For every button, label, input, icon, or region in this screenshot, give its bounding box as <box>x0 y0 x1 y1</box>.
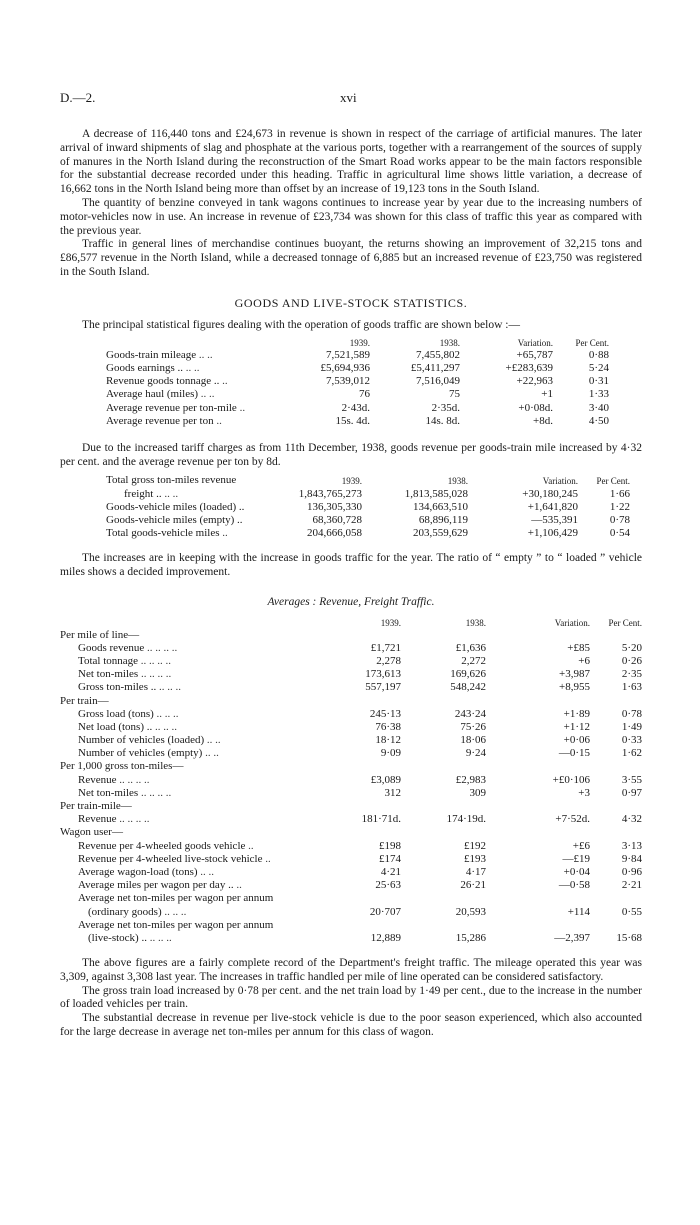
leader-dots: .. <box>222 375 228 388</box>
table-row <box>106 501 630 514</box>
group-row <box>60 826 642 839</box>
value-per-cent: 2·21 <box>621 879 642 892</box>
value-per-cent: 15·68 <box>616 931 642 944</box>
value-variation: +£0·106 <box>552 773 590 786</box>
value-per-cent: 3·55 <box>621 773 642 786</box>
leader-dots: .. .. .. .. <box>140 668 172 681</box>
table-row <box>60 866 642 879</box>
value-1939: 68,360,728 <box>312 514 362 527</box>
value-1939: £5,694,936 <box>320 361 370 374</box>
table-row <box>60 787 642 800</box>
table-row <box>60 840 642 853</box>
table-row <box>106 488 630 501</box>
value-per-cent: 1·66 <box>609 487 630 500</box>
value-1938: 18·06 <box>460 734 486 747</box>
row-label: Revenue <box>78 773 117 786</box>
table-header <box>106 474 630 487</box>
group-label: Per mile of line— <box>60 628 140 641</box>
row-label-cell <box>60 747 352 760</box>
value-per-cent: 5·24 <box>588 361 609 374</box>
table-row <box>60 708 642 721</box>
row-label: Goods-vehicle miles (empty) .. <box>106 514 243 527</box>
value-per-cent: 0·54 <box>609 527 630 540</box>
value-1938: 2·35d. <box>431 401 460 414</box>
row-label-cell <box>106 527 276 540</box>
value-1939: 173,613 <box>365 668 401 681</box>
value-1939: 9·09 <box>380 747 401 760</box>
value-per-cent: 1·49 <box>621 720 642 733</box>
averages-table <box>60 618 642 945</box>
row-label: (ordinary goods) <box>88 905 162 918</box>
value-1939: 204,666,058 <box>307 527 362 540</box>
value-1939: 7,539,012 <box>326 375 370 388</box>
value-variation: +1·89 <box>563 707 590 720</box>
value-1938: 1,813,585,028 <box>404 487 468 500</box>
value-variation: —0·58 <box>558 879 590 892</box>
group-row <box>60 800 642 813</box>
value-1939: £1,721 <box>370 641 401 654</box>
group-label: Wagon user— <box>60 826 123 839</box>
col-per-cent: Per Cent. <box>608 617 642 628</box>
leader-dots: .. .. <box>206 734 221 747</box>
row-label: Average haul (miles) <box>106 388 199 401</box>
table-row <box>60 655 642 668</box>
value-variation: —2,397 <box>554 931 590 944</box>
row-label-cell <box>60 708 352 721</box>
row-label: Average miles per wagon per day .. <box>78 879 234 892</box>
page-number: xvi <box>340 90 357 105</box>
value-1938: £193 <box>464 852 486 865</box>
value-per-cent: 0·78 <box>621 707 642 720</box>
row-label-cell <box>60 866 352 879</box>
value-variation: +6 <box>578 654 590 667</box>
goods-summary-table <box>106 338 609 428</box>
row-label-cell <box>106 362 306 375</box>
value-variation: +114 <box>567 905 590 918</box>
col-variation: Variation. <box>554 617 590 628</box>
value-1938: 243·24 <box>454 707 486 720</box>
value-1938: £192 <box>464 839 486 852</box>
value-1939: 76·38 <box>375 720 401 733</box>
row-label-cell <box>106 402 306 415</box>
value-variation: —0·15 <box>558 747 590 760</box>
value-per-cent: 1·22 <box>609 500 630 513</box>
value-1938: 26·21 <box>460 879 486 892</box>
row-label: Average revenue per ton-mile <box>106 401 237 414</box>
table-row <box>106 527 630 540</box>
col-1939: 1939. <box>349 337 370 348</box>
value-variation: +8d. <box>533 414 553 427</box>
table-row <box>106 415 609 428</box>
value-1939: 76 <box>359 388 370 401</box>
row-label: (live-stock) .. <box>88 931 147 944</box>
value-per-cent: 0·33 <box>621 734 642 747</box>
col-1939: 1939. <box>380 617 401 628</box>
row-label: Gross load (tons) <box>78 707 154 720</box>
value-1939: 1,843,765,273 <box>298 487 362 500</box>
leader-dots: .. <box>216 414 222 427</box>
value-per-cent: 5·20 <box>621 641 642 654</box>
leader-dots: .. .. <box>200 388 215 401</box>
value-per-cent: 3·13 <box>621 839 642 852</box>
row-label-cell <box>60 668 352 681</box>
value-per-cent: 0·55 <box>621 905 642 918</box>
row-label-cell <box>106 501 276 514</box>
row-label-cell <box>60 655 352 668</box>
row-label: Goods-train mileage <box>106 348 197 361</box>
table-row <box>106 388 609 401</box>
table-header <box>60 618 642 629</box>
col-per-cent: Per Cent. <box>575 337 609 348</box>
col-1938: 1938. <box>447 475 468 486</box>
value-1938: 134,663,510 <box>413 500 468 513</box>
value-1938: 2,272 <box>461 654 486 667</box>
ton-miles-table <box>106 474 630 540</box>
value-variation: +8,955 <box>559 681 590 694</box>
table-row <box>60 747 642 760</box>
value-1938: 203,559,629 <box>413 527 468 540</box>
paragraph-increases: The increases are in keeping with the increase in goods traffic for the year. The ratio of “ empty ” to “ loaded ” vehicle miles shows a decided improvement. <box>60 552 642 579</box>
table-row <box>60 853 642 866</box>
leader-dots: .. .. <box>200 865 215 878</box>
col-1938: 1938. <box>465 617 486 628</box>
leader-dots: .. .. <box>164 487 179 500</box>
col-1938: 1938. <box>439 337 460 348</box>
row-label: Net ton-miles <box>78 786 139 799</box>
row-label-cell <box>106 349 306 362</box>
value-per-cent: 0·97 <box>621 786 642 799</box>
value-1939: 20·707 <box>369 905 401 918</box>
value-1938: 7,455,802 <box>416 348 460 361</box>
row-label-cell <box>60 681 352 694</box>
value-per-cent: 3·40 <box>588 401 609 414</box>
table-row <box>60 813 642 826</box>
group-label: Per 1,000 gross ton-miles— <box>60 760 184 773</box>
value-1938: 20,593 <box>455 905 486 918</box>
value-variation: +3 <box>578 786 590 799</box>
paragraph-live-stock: The substantial decrease in revenue per live-stock vehicle is due to the poor season experienced, which also accounted for the large decrease in average net ton-miles per annum for this class of wagon. <box>60 1012 642 1039</box>
value-per-cent: 2·35 <box>621 668 642 681</box>
value-1938: 309 <box>469 786 486 799</box>
table-row <box>60 734 642 747</box>
value-variation: +0·08d. <box>518 401 553 414</box>
value-per-cent: 4·32 <box>621 813 642 826</box>
value-variation: +65,787 <box>516 348 553 361</box>
value-1939: 2·43d. <box>341 401 370 414</box>
paragraph-intro: The principal statistical figures dealing with the operation of goods traffic are shown below :— <box>82 319 520 332</box>
col-1939: 1939. <box>341 475 362 486</box>
value-1939: 18·12 <box>375 734 401 747</box>
row-label: Revenue per 4-wheeled goods vehicle <box>78 839 246 852</box>
value-1938: 548,242 <box>450 681 486 694</box>
leader-dots: .. .. .. <box>156 707 179 720</box>
value-per-cent: 0·88 <box>588 348 609 361</box>
paragraph-record: The above figures are a fairly complete record of the Department's freight traffic. The mileage operated this year was 3,309, against 3,308 last year. The increases in traffic handled per mile of line operated can be considered satisfactory. <box>60 957 642 983</box>
value-1939: £198 <box>379 839 401 852</box>
row-label: Net ton-miles <box>78 668 139 681</box>
value-per-cent: 9·84 <box>621 852 642 865</box>
row-label: Total goods-vehicle miles <box>106 527 220 540</box>
row-label-cell <box>106 415 306 428</box>
value-1939: 181·71d. <box>361 813 401 826</box>
table-row <box>106 362 609 375</box>
table-row <box>60 774 642 787</box>
page-body <box>60 128 642 1040</box>
leader-dots: .. .. .. <box>154 720 177 733</box>
table-row <box>60 932 642 945</box>
leader-dots: .. .. .. <box>164 905 187 918</box>
table-header <box>106 338 609 349</box>
value-1939: 312 <box>384 786 401 799</box>
row-label: Gross ton-miles .. <box>78 681 157 694</box>
value-per-cent: 1·33 <box>588 388 609 401</box>
row-label-cell <box>60 853 352 866</box>
leader-dots: .. .. <box>198 348 213 361</box>
table-row <box>60 668 642 681</box>
value-per-cent: 0·31 <box>588 375 609 388</box>
row-label: Revenue goods tonnage .. <box>106 375 220 388</box>
leader-dots: .. .. .. <box>149 931 172 944</box>
value-1938: £2,983 <box>455 773 486 786</box>
table-row <box>60 681 642 694</box>
row-label-cell <box>106 375 306 388</box>
row-label: Number of vehicles (loaded) <box>78 734 205 747</box>
table-row <box>60 879 642 892</box>
value-variation: +£85 <box>567 641 590 654</box>
value-1938: 15,286 <box>455 931 486 944</box>
value-per-cent: 1·63 <box>621 681 642 694</box>
value-1939: 4·21 <box>380 865 401 878</box>
value-per-cent: 0·78 <box>609 514 630 527</box>
leader-dots: .. <box>265 852 271 865</box>
table-row <box>60 721 642 734</box>
value-1939: £174 <box>379 852 401 865</box>
row-label: freight .. <box>124 487 162 500</box>
row-label: Goods-vehicle miles (loaded) .. <box>106 500 245 513</box>
row-label: Total gross ton-miles revenue <box>106 474 237 487</box>
document-reference: D.—2. <box>60 90 96 105</box>
paragraph-train-load: The gross train load increased by 0·78 per cent. and the net train load by 1·49 per cent., due to the increase in the number of loaded vehicles per train. <box>60 984 642 1011</box>
value-1938: 75·26 <box>460 720 486 733</box>
row-label-cell <box>60 774 352 787</box>
leader-dots: .. .. .. .. <box>140 786 172 799</box>
leader-dots: .. .. .. .. <box>140 654 172 667</box>
leader-dots: .. .. <box>205 747 219 760</box>
value-variation: +7·52d. <box>555 813 590 826</box>
value-variation: +30,180,245 <box>522 487 578 500</box>
value-variation: +1·12 <box>563 720 590 733</box>
table-row <box>106 514 630 527</box>
value-1939: 15s. 4d. <box>335 414 370 427</box>
section-heading: GOODS AND LIVE-STOCK STATISTICS. <box>234 295 468 310</box>
value-1938: 4·17 <box>465 865 486 878</box>
value-1938: 75 <box>449 388 460 401</box>
value-per-cent: 4·50 <box>588 414 609 427</box>
value-1939: £3,089 <box>370 773 401 786</box>
row-label: Number of vehicles (empty) <box>78 747 203 760</box>
value-variation: +£283,639 <box>505 361 553 374</box>
row-label: Average net ton-miles per wagon per annum <box>78 918 274 931</box>
leader-dots: .. .. .. .. <box>147 641 178 654</box>
row-label-cell <box>60 787 352 800</box>
value-1939: 245·13 <box>369 707 401 720</box>
col-variation: Variation. <box>517 337 553 348</box>
row-label: Revenue <box>78 813 117 826</box>
group-label: Per train-mile— <box>60 800 132 813</box>
leader-dots: .. .. .. .. <box>119 773 150 786</box>
table-row <box>106 402 609 415</box>
value-per-cent: 1·62 <box>621 747 642 760</box>
value-variation: +1,106,429 <box>527 527 578 540</box>
value-variation: +1 <box>541 388 553 401</box>
value-variation: —£19 <box>562 852 590 865</box>
value-1939: 12,889 <box>370 931 401 944</box>
value-variation: —535,391 <box>531 514 578 527</box>
value-1938: 169,626 <box>450 668 486 681</box>
row-continued <box>60 892 642 905</box>
row-label: Average revenue per ton <box>106 414 214 427</box>
value-1938: 174·19d. <box>446 813 486 826</box>
leader-dots: .. <box>239 401 246 414</box>
value-1938: 68,896,119 <box>418 514 468 527</box>
row-label: Net load (tons) .. <box>78 720 153 733</box>
row-continued <box>60 919 642 932</box>
row-label: Average wagon-load (tons) <box>78 865 198 878</box>
value-variation: +0·06 <box>563 734 590 747</box>
row-label-cell <box>60 642 352 655</box>
col-per-cent: Per Cent. <box>596 475 630 486</box>
group-row <box>60 695 642 708</box>
value-1938: 7,516,049 <box>416 375 460 388</box>
row-label-cell <box>60 932 352 945</box>
row-label: Total tonnage <box>78 654 139 667</box>
averages-title: Averages : Revenue, Freight Traffic. <box>267 596 435 608</box>
value-variation: +1,641,820 <box>527 500 578 513</box>
row-label: Revenue per 4-wheeled live-stock vehicle <box>78 852 263 865</box>
row-label-cell <box>60 906 352 919</box>
row-label: Goods revenue <box>78 641 145 654</box>
row-label-cell <box>60 840 352 853</box>
paragraph-tariff: Due to the increased tariff charges as from 11th December, 1938, goods revenue per goods-train mile increased by 4·32 per cent. and the average revenue per ton by 8d. <box>60 441 642 468</box>
leader-dots: .. .. <box>185 361 200 374</box>
table-row <box>60 642 642 655</box>
value-1939: 25·63 <box>375 879 401 892</box>
row-label-cell <box>106 388 306 401</box>
value-variation: +22,963 <box>516 375 553 388</box>
value-1938: £1,636 <box>455 641 486 654</box>
value-1938: 9·24 <box>465 747 486 760</box>
group-label: Per train— <box>60 694 109 707</box>
col-variation: Variation. <box>542 475 578 486</box>
value-1938: £5,411,297 <box>410 361 460 374</box>
value-per-cent: 0·26 <box>621 654 642 667</box>
group-row <box>60 629 642 642</box>
group-row <box>60 760 642 773</box>
leader-dots: .. <box>222 527 228 540</box>
value-1939: 2,278 <box>376 654 401 667</box>
row-label-cell <box>106 514 276 527</box>
value-1939: 557,197 <box>365 681 401 694</box>
row-label-cell <box>106 488 276 501</box>
leader-dots: .. .. .. <box>158 681 181 694</box>
table-row <box>106 349 609 362</box>
leader-dots: .. .. .. .. <box>119 813 150 826</box>
paragraph-merchandise: Traffic in general lines of merchandise continues buoyant, the returns showing an improvement of 32,215 tons and £86,577 revenue in the North Island, while a decreased tonnage of 6,885 but an increased revenue of £23,750 was registered in the South Island. <box>60 238 642 278</box>
table-row <box>60 906 642 919</box>
value-1938: 14s. 8d. <box>425 414 460 427</box>
leader-dots: .. <box>248 839 254 852</box>
table-row <box>106 375 609 388</box>
row-label-cell <box>60 813 352 826</box>
value-variation: +0·04 <box>563 865 590 878</box>
row-label: Average net ton-miles per wagon per annum <box>78 892 274 905</box>
row-label: Goods earnings .. <box>106 361 183 374</box>
row-label-cell <box>60 734 352 747</box>
paragraph-benzine: The quantity of benzine conveyed in tank wagons continues to increase year by year due to the increasing numbers of motor-vehicles now in use. An increase in revenue of £23,734 was shown for this class of traffic this year as compared with the previous year. <box>60 196 642 237</box>
row-label-cell <box>60 879 352 892</box>
value-1939: 136,305,330 <box>307 500 362 513</box>
paragraph-manures: A decrease of 116,440 tons and £24,673 in revenue is shown in respect of the carriage of artificial manures. The later arrival of inward shipments of slag and phosphate at the various ports, together with a rearrangement of the sources of supply of manures in the North Island during the reconstruction of the Smart Road works appear to be the main factors responsible for the substantial decrease recorded under this heading. Traffic in agricultural lime shows little variation, a decrease of 16,662 tons in the North Island being more than offset by an increase of 19,123 tons in the South Island. <box>60 128 642 196</box>
row-label-cell <box>60 721 352 734</box>
leader-dots: .. <box>236 879 242 892</box>
value-per-cent: 0·96 <box>621 865 642 878</box>
value-variation: +£6 <box>572 839 590 852</box>
value-1939: 7,521,589 <box>326 348 370 361</box>
value-variation: +3,987 <box>559 668 590 681</box>
